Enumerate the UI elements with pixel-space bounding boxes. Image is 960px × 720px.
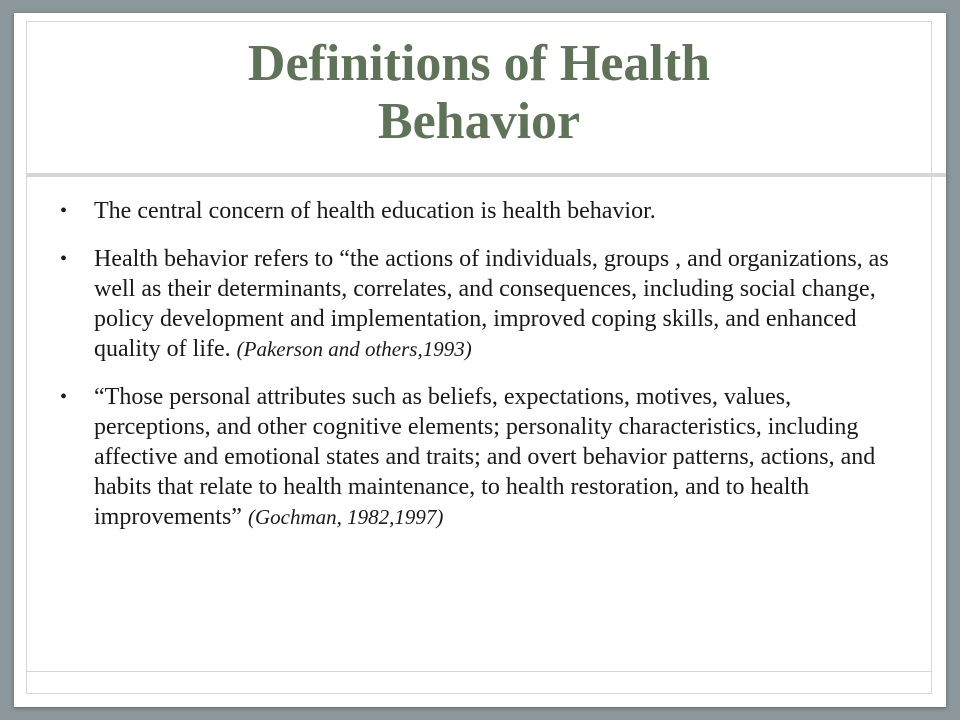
slide-title-line-2: Behavior: [377, 93, 581, 150]
bullet-text: The central concern of health education is health behavior.: [94, 198, 656, 224]
bullet-item: [60, 196, 910, 226]
citation: (Gochman, 1982,1997): [247, 505, 444, 529]
bullet-icon: •: [60, 248, 68, 270]
footer-divider: [26, 671, 932, 672]
bullet-item: [60, 244, 910, 364]
bullet-list: [60, 196, 910, 550]
citation: (Pakerson and others,1993): [236, 337, 472, 361]
slide-title-line-1: Definitions of Health: [247, 35, 711, 92]
title-divider: [26, 173, 946, 177]
bullet-icon: •: [60, 386, 68, 408]
bullet-icon: •: [60, 200, 68, 222]
slide-title: [26, 35, 932, 151]
bullet-text: “Those personal attributes such as beliefs, expectations, motives, values, perceptions, and other cognitive elements; personality characteristics, including affective and emotional states and traits; and overt behavior patterns, actions, and habits that relate to health maintenance, to health restoration, and to health improvements”: [94, 384, 876, 530]
bullet-text: Health behavior refers to “the actions of individuals, groups , and organizations, as well as their determinants, correlates, and consequences, including social change, policy development and implementation, improved coping skills, and enhanced quality of life.: [94, 246, 889, 362]
bullet-item: [60, 382, 910, 532]
slide: [14, 13, 946, 707]
